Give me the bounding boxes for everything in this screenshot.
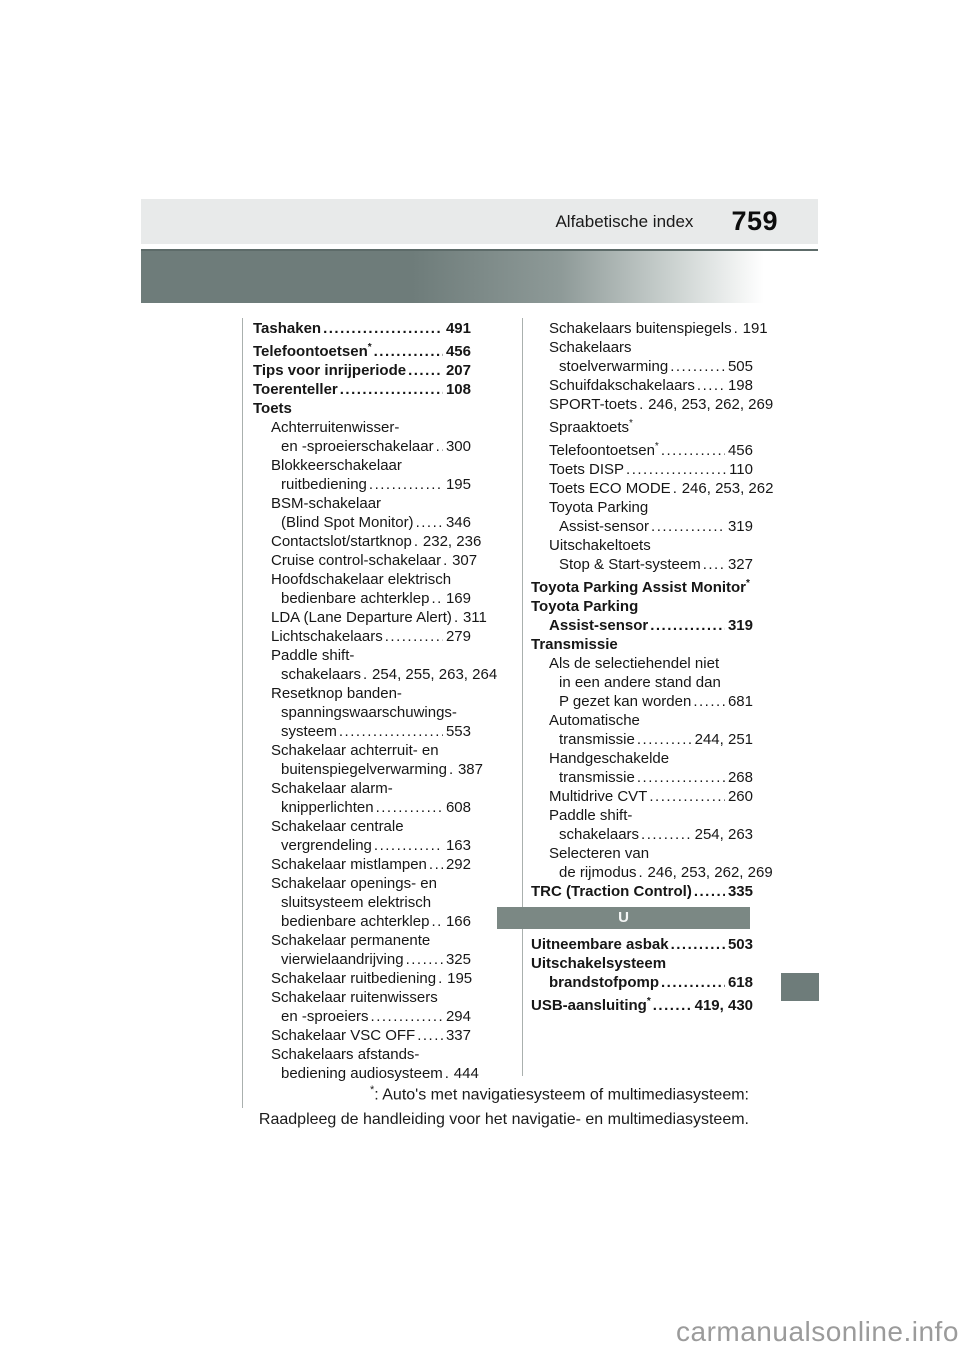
asterisk-marker: * (629, 418, 633, 429)
index-entry (531, 574, 753, 597)
index-entry-text: Toyota Parking Assist Monitor* (531, 578, 750, 596)
index-entry (531, 973, 753, 992)
dot-leader (429, 855, 443, 874)
index-entry (253, 836, 471, 855)
index-entry-text: Toets (253, 400, 292, 417)
index-entry-text: Assist-sensor (549, 617, 649, 634)
dot-leader (639, 395, 645, 414)
index-entry (531, 479, 774, 498)
index-entry (253, 646, 471, 665)
index-entry-text: Toyota Parking (531, 598, 639, 615)
index-entry (253, 589, 471, 608)
dot-leader (653, 996, 692, 1015)
index-entry (253, 817, 471, 836)
index-entry (253, 912, 471, 931)
index-entry-text: Automatische (549, 712, 640, 729)
index-entry (531, 395, 774, 414)
index-entry (253, 874, 471, 893)
dot-leader (661, 441, 725, 460)
index-entry-text: Schakelaars afstands- (271, 1046, 420, 1063)
dot-leader (639, 863, 645, 882)
index-entry (531, 787, 753, 806)
dot-leader (673, 479, 679, 498)
watermark: carmanualsonline.info (676, 1316, 959, 1347)
dot-leader (650, 616, 725, 635)
index-entry-text: LDA (Lane Departure Alert) (271, 609, 452, 626)
index-entry-page: 300 (445, 438, 471, 455)
index-entry (531, 319, 768, 338)
index-entry-page: 618 (727, 974, 753, 991)
index-entry-page: 169 (445, 590, 471, 607)
index-entry (531, 954, 753, 973)
index-entry-text: systeem (281, 723, 337, 740)
index-entry (531, 692, 753, 711)
footnote-line-1: *: Auto's met navigatiesysteem of multimediasysteem: (369, 1084, 749, 1104)
index-entry-text: Schakelaars buitenspiegels (549, 320, 732, 337)
dot-leader (443, 551, 449, 570)
index-entry-text: (Blind Spot Monitor) (281, 514, 414, 531)
index-entry-text: vergrendeling (281, 837, 372, 854)
header-gradient-bar (141, 249, 818, 303)
index-entry-page: 198 (727, 377, 753, 394)
index-entry-page: 246, 253, 262, 269 (648, 396, 774, 413)
index-entry-text: en -sproeierschakelaar (281, 438, 434, 455)
dot-leader (408, 361, 443, 380)
dot-leader (641, 825, 692, 844)
index-entry-page: 681 (727, 693, 753, 710)
column-divider-left (242, 318, 243, 1108)
dot-leader (385, 627, 443, 646)
index-entry (531, 517, 753, 536)
dot-leader (363, 665, 369, 684)
index-entry-text: Toerenteller (253, 381, 338, 398)
asterisk-marker: * (746, 578, 750, 589)
index-entry-page: 387 (457, 761, 483, 778)
index-entry-page: 608 (445, 799, 471, 816)
index-entry-page: 419, 430 (694, 997, 753, 1014)
index-entry-text: Contactslot/startknop (271, 533, 412, 550)
index-entry-page: 110 (729, 461, 753, 478)
dot-leader (637, 768, 725, 787)
index-entry-page: 294 (445, 1008, 471, 1025)
index-entry (531, 338, 753, 357)
index-entry (253, 855, 471, 874)
dot-leader (374, 836, 443, 855)
column-divider-right (522, 318, 523, 1076)
index-entry (531, 749, 753, 768)
index-entry (253, 532, 482, 551)
index-entry-text: knipperlichten (281, 799, 374, 816)
index-entry (253, 950, 471, 969)
index-entry-text: Schuifdakschakelaars (549, 377, 695, 394)
index-entry (531, 844, 753, 863)
index-entry-page: 505 (727, 358, 753, 375)
index-entry (253, 1007, 471, 1026)
index-entry-page: 163 (445, 837, 471, 854)
index-entry-page: 268 (727, 769, 753, 786)
index-entry-page: 325 (445, 951, 471, 968)
index-entry-page: 292 (445, 856, 471, 873)
dot-leader (374, 342, 443, 361)
index-entry-page: 553 (445, 723, 471, 740)
index-entry-text: buitenspiegelverwarming (281, 761, 447, 778)
index-entry (253, 627, 471, 646)
index-entry-text: Schakelaar centrale (271, 818, 404, 835)
index-entry-text: Toets DISP (549, 461, 625, 478)
index-entry (531, 555, 753, 574)
index-entry (253, 338, 471, 361)
index-entry-text: USB-aansluiting* (531, 996, 651, 1014)
index-entry-text: Schakelaar permanente (271, 932, 431, 949)
index-entry (531, 882, 753, 901)
index-entry-text: stoelverwarming (559, 358, 669, 375)
index-entry (531, 616, 753, 635)
index-entry (253, 1045, 471, 1064)
index-entry-text: de rijmodus (559, 864, 637, 881)
index-entry (253, 969, 471, 988)
dot-leader (431, 912, 443, 931)
index-entry-page: 166 (445, 913, 471, 930)
dot-leader (637, 730, 692, 749)
index-entry-page: 337 (445, 1027, 471, 1044)
index-entry (531, 536, 753, 555)
index-entry-page: 246, 253, 262, 269 (647, 864, 773, 881)
index-entry-text: Schakelaar openings- en (271, 875, 437, 892)
dot-leader (417, 1026, 443, 1045)
index-entry (253, 798, 471, 817)
index-entry (531, 768, 753, 787)
dot-leader (651, 517, 725, 536)
footnote-asterisk: * (369, 1084, 375, 1096)
dot-leader (694, 882, 725, 901)
index-entry-text: Tips voor inrijperiode (253, 362, 407, 379)
index-entry (253, 437, 471, 456)
page-number: 759 (731, 206, 778, 236)
index-entry-text: in een andere stand dan (559, 674, 721, 691)
index-entry-page: 491 (445, 320, 471, 337)
index-entry-text: Tashaken (253, 320, 322, 337)
index-entry (253, 361, 471, 380)
index-entry (531, 597, 753, 616)
index-entry (253, 418, 471, 437)
index-entry (531, 357, 753, 376)
index-entry-text: Lichtschakelaars (271, 628, 383, 645)
dot-leader (661, 973, 725, 992)
index-entry (531, 730, 753, 749)
index-entry (531, 806, 753, 825)
asterisk-marker: * (367, 342, 372, 353)
index-entry-page: 279 (445, 628, 471, 645)
index-entry-page: 244, 251 (694, 731, 753, 748)
index-entry (253, 722, 471, 741)
dot-leader (414, 532, 420, 551)
index-entry-text: BSM-schakelaar (271, 495, 382, 512)
index-entry (253, 551, 478, 570)
index-entry-page: 307 (452, 552, 478, 569)
index-entry (531, 460, 753, 479)
index-entry (253, 1026, 471, 1045)
index-entry-page: 503 (727, 936, 753, 953)
index-entry (253, 893, 471, 912)
index-entry-page: 207 (445, 362, 471, 379)
index-entry-page: 456 (445, 343, 471, 360)
dot-leader (626, 460, 726, 479)
index-entry (531, 825, 753, 844)
index-entry-page: 191 (742, 320, 768, 337)
index-entry-text: SPORT-toets (549, 396, 638, 413)
asterisk-marker: * (654, 441, 659, 452)
index-entry (253, 760, 483, 779)
index-entry-text: Toets ECO MODE (549, 480, 671, 497)
index-entry-page: 246, 253, 262 (681, 480, 774, 497)
index-entry-page: 319 (727, 617, 753, 634)
dot-leader (416, 513, 443, 532)
dot-leader (376, 798, 443, 817)
dot-leader (449, 760, 455, 779)
index-entry-page: 319 (727, 518, 753, 535)
index-entry-page: 260 (727, 788, 753, 805)
index-entry (531, 935, 753, 954)
index-entry (253, 475, 471, 494)
index-entry-text: Handgeschakelde (549, 750, 670, 767)
index-entry (531, 635, 753, 654)
index-entry-text: vierwielaandrijving (281, 951, 404, 968)
index-entry (531, 711, 753, 730)
index-entry-text: transmissie (559, 769, 635, 786)
index-entry-page: 456 (727, 442, 753, 459)
index-entry-text: Toyota Parking (549, 499, 649, 516)
index-entry (253, 319, 471, 338)
index-entry-text: Schakelaar ruitbediening (271, 970, 437, 987)
dot-leader (703, 555, 725, 574)
dot-leader (339, 722, 443, 741)
index-entry-text: Blokkeerschakelaar (271, 457, 402, 474)
index-entry-text: Schakelaar alarm- (271, 780, 393, 797)
index-entry (253, 456, 471, 475)
index-entry-text: Schakelaar VSC OFF (271, 1027, 416, 1044)
index-entry-text: Selecteren van (549, 845, 650, 862)
index-entry-text: Paddle shift- (549, 807, 633, 824)
index-entry-text: Resetknop banden- (271, 685, 402, 702)
index-entry-text: ruitbediening (281, 476, 367, 493)
index-entry (253, 703, 471, 722)
dot-leader (431, 589, 443, 608)
index-entry-text: Telefoontoetsen* (549, 441, 659, 459)
index-entry-text: spanningswaarschuwings- (281, 704, 457, 721)
index-entry-page: 311 (462, 609, 487, 626)
index-entry (531, 414, 753, 437)
index-entry-text: TRC (Traction Control) (531, 883, 692, 900)
index-entry (253, 779, 471, 798)
index-entry-text: Transmissie (531, 636, 618, 653)
index-column-left (253, 319, 498, 1083)
index-entry-text: transmissie (559, 731, 635, 748)
dot-leader (369, 475, 443, 494)
index-entry-text: Assist-sensor (559, 518, 650, 535)
index-entry-text: bedienbare achterklep (281, 913, 430, 930)
index-entry-page: 195 (447, 970, 473, 987)
index-entry-text: Schakelaar ruitenwissers (271, 989, 438, 1006)
index-entry-text: Hoofdschakelaar elektrisch (271, 571, 452, 588)
index-entry-text: Multidrive CVT (549, 788, 648, 805)
asterisk-marker: * (646, 996, 651, 1007)
index-entry-text: Schakelaars (549, 339, 632, 356)
index-entry (253, 741, 471, 760)
index-entry (253, 513, 471, 532)
dot-leader (649, 787, 725, 806)
index-entry-text: P gezet kan worden (559, 693, 692, 710)
index-entry (253, 931, 471, 950)
index-entry-text: Telefoontoetsen* (253, 342, 372, 360)
dot-leader (671, 935, 725, 954)
index-entry (253, 684, 471, 703)
index-entry-text: bediening audiosysteem (281, 1065, 443, 1082)
index-entry-text: sluitsysteem elektrisch (281, 894, 432, 911)
index-entry-text: Achterruitenwisser- (271, 419, 400, 436)
index-entry-page: 335 (727, 883, 753, 900)
index-entry (253, 399, 471, 418)
index-entry-text: Stop & Start-systeem (559, 556, 701, 573)
index-entry-text: Schakelaar mistlampen (271, 856, 427, 873)
index-entry-page: 232, 236 (422, 533, 482, 550)
index-entry-text: Paddle shift- (271, 647, 355, 664)
index-entry (253, 665, 498, 684)
footnote-line-2: Raadpleeg de handleiding voor het navigatie- en multimediasysteem. (258, 1111, 749, 1129)
dot-leader (371, 1007, 443, 1026)
section-header-u: U (497, 907, 750, 929)
index-column-right (531, 319, 774, 1015)
dot-leader (670, 357, 725, 376)
index-entry-text: Cruise control-schakelaar (271, 552, 442, 569)
index-entry-text: Uitschakeltoets (549, 537, 651, 554)
dot-leader (406, 950, 443, 969)
index-entry-page: 254, 263 (694, 826, 753, 843)
footnote (240, 1078, 749, 1132)
index-entry (253, 570, 471, 589)
page-title: Alfabetische index (555, 211, 694, 231)
index-entry-text: schakelaars (559, 826, 640, 843)
index-entry-text: Als de selectiehendel niet (549, 655, 720, 672)
dot-leader (693, 692, 725, 711)
page-header-bar (141, 199, 818, 244)
dot-leader (454, 608, 460, 627)
index-entry (531, 376, 753, 395)
index-entry (253, 988, 471, 1007)
index-entry-text: schakelaars (281, 666, 362, 683)
index-entry-text: Uitneembare asbak (531, 936, 669, 953)
dot-leader (438, 969, 444, 988)
index-entry-text: en -sproeiers (281, 1008, 369, 1025)
dot-leader (436, 437, 443, 456)
index-entry-page: 346 (445, 514, 471, 531)
index-entry (531, 654, 753, 673)
index-entry-text: Spraaktoets* (549, 418, 633, 436)
index-entry-page: 327 (727, 556, 753, 573)
index-entry (531, 437, 753, 460)
dot-leader (340, 380, 443, 399)
index-entry (531, 992, 753, 1015)
index-entry-text: Schakelaar achterruit- en (271, 742, 439, 759)
dot-leader (734, 319, 740, 338)
index-entry (531, 498, 753, 517)
index-entry (253, 494, 471, 513)
index-entry-text: brandstofpomp (549, 974, 659, 991)
index-entry-text: bedienbare achterklep (281, 590, 430, 607)
index-entry-page: 444 (453, 1065, 479, 1082)
index-entry (253, 380, 471, 399)
dot-leader (697, 376, 725, 395)
index-entry (531, 673, 753, 692)
thumb-index-tab (781, 973, 819, 1001)
index-entry (253, 608, 487, 627)
dot-leader (323, 319, 443, 338)
index-entry-text: Uitschakelsysteem (531, 955, 667, 972)
index-entry (531, 863, 773, 882)
index-entry-page: 254, 255, 263, 264 (372, 666, 498, 683)
index-entry-page: 195 (445, 476, 471, 493)
index-entry-page: 108 (445, 381, 471, 398)
